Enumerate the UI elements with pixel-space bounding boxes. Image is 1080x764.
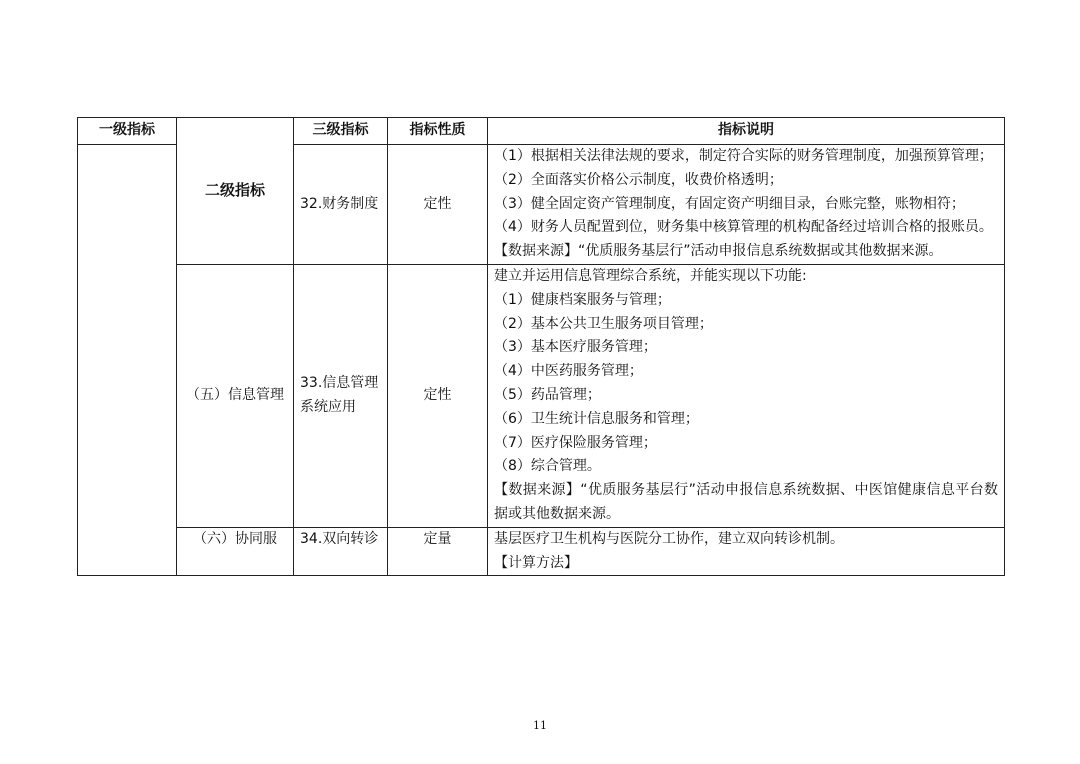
header-level1: 一级指标: [78, 118, 177, 145]
level2-cell: （六）协同服: [177, 527, 294, 576]
indicator-table: [77, 117, 1005, 576]
header-nature: 指标性质: [388, 118, 488, 145]
data-source-line: 【数据来源】“优质服务基层行”活动申报信息系统数据、中医馆健康信息平台数据或其他数据来源。: [494, 482, 998, 522]
description-line: （2）全面落实价格公示制度，收费价格透明；: [494, 171, 783, 188]
description-line: （7）医疗保险服务管理；: [494, 434, 657, 451]
header-level3: 三级指标: [294, 118, 388, 145]
level1-cell: [78, 145, 177, 576]
description-line: 建立并运用信息管理综合系统，并能实现以下功能:: [494, 267, 807, 284]
header-description: 指标说明: [488, 118, 1005, 145]
description-line: （4）中医药服务管理；: [494, 363, 643, 380]
description-cell: [488, 145, 1005, 265]
level3-cell: 33.信息管理系统应用: [294, 264, 388, 527]
description-line: （6）卫生统计信息服务和管理；: [494, 410, 699, 427]
description-line: （1）根据相关法律法规的要求，制定符合实际的财务管理制度，加强预算管理；: [494, 148, 993, 164]
nature-cell: 定性: [388, 264, 488, 527]
table-row: [78, 264, 1005, 527]
table-header-row: [78, 118, 1005, 145]
description-line: （8）综合管理。: [494, 458, 601, 475]
header-level2: 二级指标: [177, 118, 294, 265]
nature-cell: 定性: [388, 145, 488, 265]
table-row: [78, 527, 1005, 576]
description-cell: [488, 527, 1005, 576]
description-line: 基层医疗卫生机构与医院分工协作，建立双向转诊机制。: [494, 530, 844, 547]
description-line: （5）药品管理；: [494, 386, 601, 403]
description-line: （2）基本公共卫生服务项目管理；: [494, 315, 713, 332]
level3-cell: 32.财务制度: [294, 145, 388, 265]
description-line: （4）财务人员配置到位，财务集中核算管理的机构配备经过培训合格的报账员。: [494, 219, 993, 236]
calc-method-line: 【计算方法】: [494, 554, 578, 571]
level2-cell: （五）信息管理: [177, 264, 294, 527]
description-cell: [488, 264, 1005, 527]
data-source-line: 【数据来源】“优质服务基层行”活动申报信息系统数据或其他数据来源。: [494, 243, 943, 260]
description-line: （3）健全固定资产管理制度，有固定资产明细目录，台账完整，账物相符；: [494, 195, 965, 212]
description-line: （3）基本医疗服务管理；: [494, 339, 657, 356]
level3-cell: 34.双向转诊: [294, 527, 388, 576]
page-number: 11: [533, 719, 547, 732]
description-line: （1）健康档案服务与管理；: [494, 291, 671, 308]
nature-cell: 定量: [388, 527, 488, 576]
